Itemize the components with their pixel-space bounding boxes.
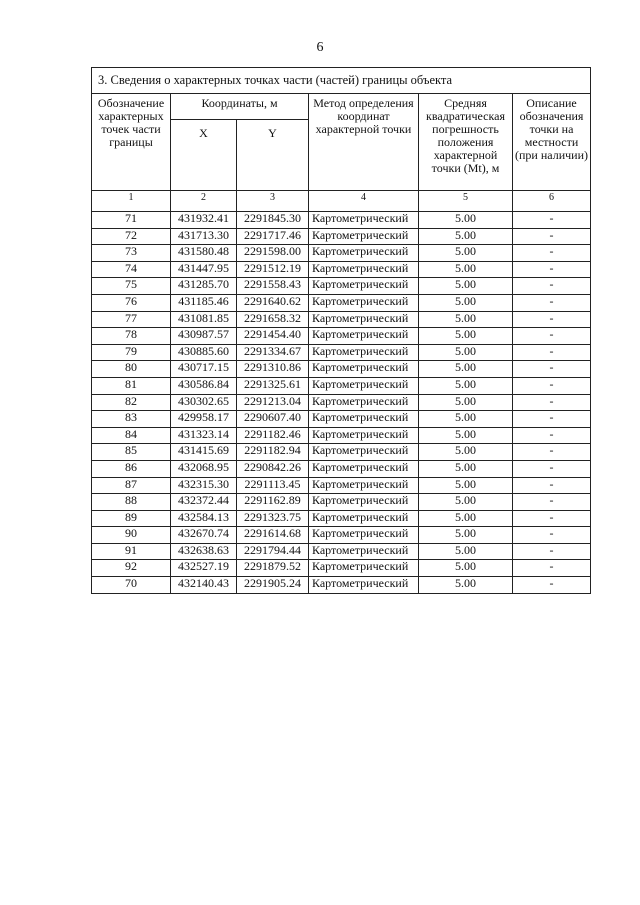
x-coordinate-cell: 430302.65 <box>171 394 237 411</box>
mean-error-cell: 5.00 <box>419 411 513 428</box>
table-row <box>92 228 591 245</box>
table-row <box>92 460 591 477</box>
x-coordinate-cell: 432584.13 <box>171 510 237 527</box>
y-coordinate-cell: 2291905.24 <box>237 577 309 594</box>
y-coordinate-cell: 2291323.75 <box>237 510 309 527</box>
column-number: 5 <box>419 191 513 212</box>
header-point-designation: Обозначение характерных точек части границы <box>92 94 171 191</box>
point-number-cell: 77 <box>92 311 171 328</box>
y-coordinate-cell: 2291213.04 <box>237 394 309 411</box>
mean-error-cell: 5.00 <box>419 294 513 311</box>
description-cell: - <box>513 477 591 494</box>
x-coordinate-cell: 431932.41 <box>171 212 237 229</box>
method-cell: Картометрический <box>309 494 419 511</box>
table-row <box>92 560 591 577</box>
method-cell: Картометрический <box>309 427 419 444</box>
table-row <box>92 261 591 278</box>
y-coordinate-cell: 2291598.00 <box>237 245 309 262</box>
mean-error-cell: 5.00 <box>419 577 513 594</box>
method-cell: Картометрический <box>309 228 419 245</box>
y-coordinate-cell: 2291334.67 <box>237 344 309 361</box>
y-coordinate-cell: 2291879.52 <box>237 560 309 577</box>
method-cell: Картометрический <box>309 311 419 328</box>
method-cell: Картометрический <box>309 377 419 394</box>
mean-error-cell: 5.00 <box>419 510 513 527</box>
description-cell: - <box>513 460 591 477</box>
mean-error-cell: 5.00 <box>419 311 513 328</box>
x-coordinate-cell: 430717.15 <box>171 361 237 378</box>
method-cell: Картометрический <box>309 460 419 477</box>
header-coordinates: Координаты, м <box>171 94 309 120</box>
header-row-1 <box>92 94 591 120</box>
table-row <box>92 394 591 411</box>
point-number-cell: 79 <box>92 344 171 361</box>
mean-error-cell: 5.00 <box>419 228 513 245</box>
header-method: Метод определения координат характерной точки <box>309 94 419 191</box>
column-number: 6 <box>513 191 591 212</box>
y-coordinate-cell: 2291658.32 <box>237 311 309 328</box>
x-coordinate-cell: 431580.48 <box>171 245 237 262</box>
mean-error-cell: 5.00 <box>419 278 513 295</box>
x-coordinate-cell: 432527.19 <box>171 560 237 577</box>
mean-error-cell: 5.00 <box>419 444 513 461</box>
y-coordinate-cell: 2291182.46 <box>237 427 309 444</box>
method-cell: Картометрический <box>309 394 419 411</box>
x-coordinate-cell: 432372.44 <box>171 494 237 511</box>
y-coordinate-cell: 2291614.68 <box>237 527 309 544</box>
table-row <box>92 494 591 511</box>
x-coordinate-cell: 432140.43 <box>171 577 237 594</box>
method-cell: Картометрический <box>309 278 419 295</box>
mean-error-cell: 5.00 <box>419 494 513 511</box>
method-cell: Картометрический <box>309 543 419 560</box>
y-coordinate-cell: 2291558.43 <box>237 278 309 295</box>
description-cell: - <box>513 560 591 577</box>
x-coordinate-cell: 432638.63 <box>171 543 237 560</box>
table-row <box>92 477 591 494</box>
description-cell: - <box>513 394 591 411</box>
section-title: 3. Сведения о характерных точках части (частей) границы объекта <box>92 68 591 94</box>
header-y <box>237 120 309 191</box>
y-coordinate-cell: 2291182.94 <box>237 444 309 461</box>
table-row <box>92 427 591 444</box>
point-number-cell: 91 <box>92 543 171 560</box>
description-cell: - <box>513 294 591 311</box>
method-cell: Картометрический <box>309 328 419 345</box>
description-cell: - <box>513 344 591 361</box>
y-coordinate-cell: 2291162.89 <box>237 494 309 511</box>
x-coordinate-cell: 431285.70 <box>171 278 237 295</box>
boundary-points-table <box>91 67 591 594</box>
point-number-cell: 83 <box>92 411 171 428</box>
table-row <box>92 527 591 544</box>
description-cell: - <box>513 377 591 394</box>
method-cell: Картометрический <box>309 212 419 229</box>
header-mean-error: Средняя квадратическая погрешность положения характерной точки (Mt), м <box>419 94 513 191</box>
description-cell: - <box>513 494 591 511</box>
x-coordinate-cell: 432670.74 <box>171 527 237 544</box>
y-coordinate-cell: 2291845.30 <box>237 212 309 229</box>
point-number-cell: 72 <box>92 228 171 245</box>
description-cell: - <box>513 245 591 262</box>
method-cell: Картометрический <box>309 344 419 361</box>
header-y-label: Y <box>268 126 277 140</box>
description-cell: - <box>513 278 591 295</box>
mean-error-cell: 5.00 <box>419 394 513 411</box>
x-coordinate-cell: 431185.46 <box>171 294 237 311</box>
table-row <box>92 361 591 378</box>
point-number-cell: 85 <box>92 444 171 461</box>
method-cell: Картометрический <box>309 560 419 577</box>
x-coordinate-cell: 431447.95 <box>171 261 237 278</box>
table-row <box>92 543 591 560</box>
point-number-cell: 71 <box>92 212 171 229</box>
description-cell: - <box>513 543 591 560</box>
x-coordinate-cell: 430987.57 <box>171 328 237 345</box>
mean-error-cell: 5.00 <box>419 560 513 577</box>
method-cell: Картометрический <box>309 411 419 428</box>
table-row <box>92 344 591 361</box>
mean-error-cell: 5.00 <box>419 543 513 560</box>
mean-error-cell: 5.00 <box>419 212 513 229</box>
x-coordinate-cell: 431415.69 <box>171 444 237 461</box>
point-number-cell: 73 <box>92 245 171 262</box>
description-cell: - <box>513 311 591 328</box>
table-row <box>92 328 591 345</box>
mean-error-cell: 5.00 <box>419 261 513 278</box>
y-coordinate-cell: 2291717.46 <box>237 228 309 245</box>
column-numbers-row <box>92 191 591 212</box>
table-row <box>92 311 591 328</box>
table-row <box>92 245 591 262</box>
description-cell: - <box>513 328 591 345</box>
description-cell: - <box>513 510 591 527</box>
mean-error-cell: 5.00 <box>419 527 513 544</box>
mean-error-cell: 5.00 <box>419 361 513 378</box>
x-coordinate-cell: 431323.14 <box>171 427 237 444</box>
method-cell: Картометрический <box>309 444 419 461</box>
y-coordinate-cell: 2291454.40 <box>237 328 309 345</box>
method-cell: Картометрический <box>309 361 419 378</box>
point-number-cell: 74 <box>92 261 171 278</box>
table-row <box>92 577 591 594</box>
description-cell: - <box>513 228 591 245</box>
mean-error-cell: 5.00 <box>419 344 513 361</box>
table-row <box>92 294 591 311</box>
mean-error-cell: 5.00 <box>419 245 513 262</box>
x-coordinate-cell: 431713.30 <box>171 228 237 245</box>
point-number-cell: 86 <box>92 460 171 477</box>
mean-error-cell: 5.00 <box>419 377 513 394</box>
header-description: Описание обозначения точки на местности (при наличии) <box>513 94 591 191</box>
mean-error-cell: 5.00 <box>419 427 513 444</box>
description-cell: - <box>513 577 591 594</box>
point-number-cell: 70 <box>92 577 171 594</box>
point-number-cell: 81 <box>92 377 171 394</box>
point-number-cell: 89 <box>92 510 171 527</box>
column-number: 3 <box>237 191 309 212</box>
description-cell: - <box>513 411 591 428</box>
method-cell: Картометрический <box>309 294 419 311</box>
point-number-cell: 88 <box>92 494 171 511</box>
description-cell: - <box>513 212 591 229</box>
method-cell: Картометрический <box>309 245 419 262</box>
header-x-label: X <box>199 126 208 140</box>
y-coordinate-cell: 2291310.86 <box>237 361 309 378</box>
point-number-cell: 84 <box>92 427 171 444</box>
method-cell: Картометрический <box>309 577 419 594</box>
point-number-cell: 90 <box>92 527 171 544</box>
table-row <box>92 411 591 428</box>
table-row <box>92 377 591 394</box>
point-number-cell: 75 <box>92 278 171 295</box>
column-number: 1 <box>92 191 171 212</box>
method-cell: Картометрический <box>309 477 419 494</box>
x-coordinate-cell: 429958.17 <box>171 411 237 428</box>
point-number-cell: 92 <box>92 560 171 577</box>
method-cell: Картометрический <box>309 527 419 544</box>
y-coordinate-cell: 2291640.62 <box>237 294 309 311</box>
column-number: 2 <box>171 191 237 212</box>
x-coordinate-cell: 432315.30 <box>171 477 237 494</box>
section-title-row <box>92 68 591 94</box>
mean-error-cell: 5.00 <box>419 328 513 345</box>
table-row <box>92 278 591 295</box>
description-cell: - <box>513 261 591 278</box>
mean-error-cell: 5.00 <box>419 460 513 477</box>
point-number-cell: 76 <box>92 294 171 311</box>
description-cell: - <box>513 361 591 378</box>
point-number-cell: 82 <box>92 394 171 411</box>
y-coordinate-cell: 2291512.19 <box>237 261 309 278</box>
x-coordinate-cell: 432068.95 <box>171 460 237 477</box>
header-x <box>171 120 237 191</box>
x-coordinate-cell: 430586.84 <box>171 377 237 394</box>
page-number: 6 <box>316 40 324 55</box>
method-cell: Картометрический <box>309 510 419 527</box>
description-cell: - <box>513 444 591 461</box>
y-coordinate-cell: 2290607.40 <box>237 411 309 428</box>
method-cell: Картометрический <box>309 261 419 278</box>
x-coordinate-cell: 431081.85 <box>171 311 237 328</box>
table-row <box>92 444 591 461</box>
description-cell: - <box>513 427 591 444</box>
column-number: 4 <box>309 191 419 212</box>
mean-error-cell: 5.00 <box>419 477 513 494</box>
point-number-cell: 80 <box>92 361 171 378</box>
y-coordinate-cell: 2291794.44 <box>237 543 309 560</box>
y-coordinate-cell: 2291113.45 <box>237 477 309 494</box>
description-cell: - <box>513 527 591 544</box>
y-coordinate-cell: 2291325.61 <box>237 377 309 394</box>
point-number-cell: 78 <box>92 328 171 345</box>
x-coordinate-cell: 430885.60 <box>171 344 237 361</box>
table-row <box>92 510 591 527</box>
y-coordinate-cell: 2290842.26 <box>237 460 309 477</box>
point-number-cell: 87 <box>92 477 171 494</box>
table-row <box>92 212 591 229</box>
